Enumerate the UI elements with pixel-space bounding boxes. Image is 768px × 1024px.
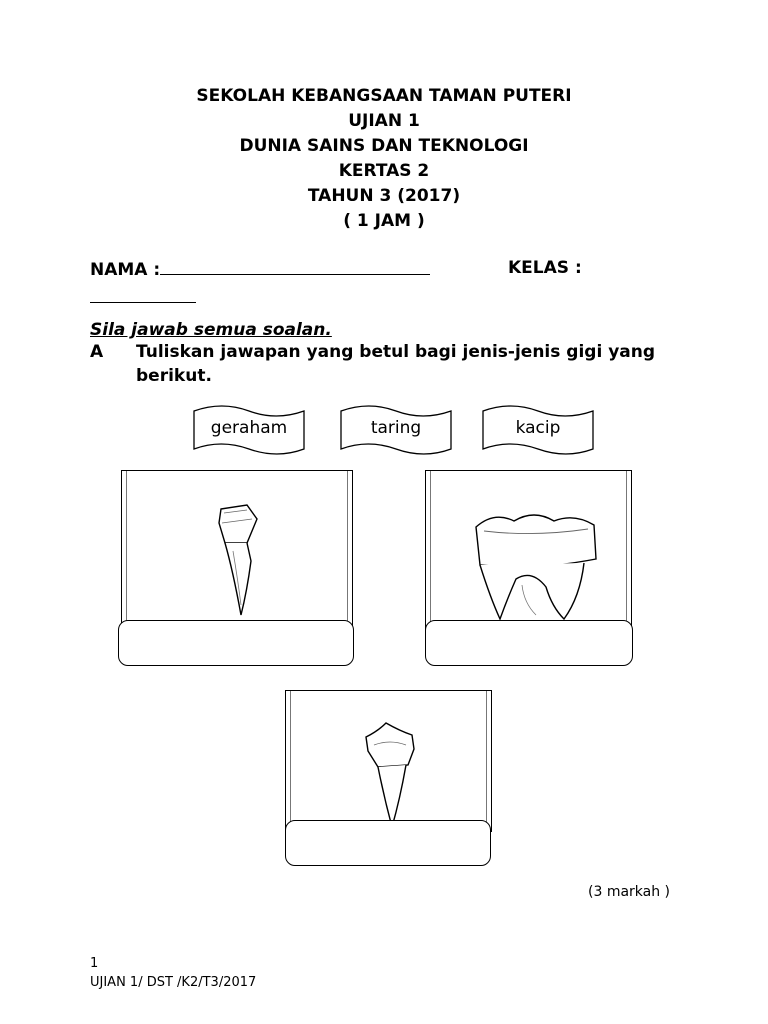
tooth-canine-picture	[285, 690, 492, 832]
word-card-label: geraham	[210, 418, 288, 438]
name-field[interactable]	[160, 258, 430, 275]
molar-tooth-icon	[454, 507, 604, 627]
question-letter: A	[90, 342, 104, 362]
word-card-geraham[interactable]	[192, 404, 306, 456]
tooth-molar-picture	[425, 470, 632, 632]
word-card-taring[interactable]	[339, 404, 453, 456]
canine-tooth-icon	[356, 717, 436, 837]
paper-title: KERTAS 2	[338, 161, 430, 181]
exam-header	[0, 84, 768, 234]
question-text-line-2: berikut.	[136, 366, 212, 386]
school-name: SEKOLAH KEBANGSAAN TAMAN PUTERI	[196, 86, 572, 106]
year-title: TAHUN 3 (2017)	[307, 186, 461, 206]
subject-title: DUNIA SAINS DAN TEKNOLOGI	[239, 136, 529, 156]
instructions: Sila jawab semua soalan.	[90, 320, 332, 340]
incisor-tooth-icon	[207, 501, 287, 631]
name-row	[90, 258, 430, 280]
duration-title: ( 1 JAM )	[343, 211, 425, 231]
question-text-line-1: Tuliskan jawapan yang betul bagi jenis-jenis gigi yang	[136, 342, 656, 362]
answer-box-1[interactable]	[118, 620, 354, 666]
answer-box-3[interactable]	[285, 820, 491, 866]
answer-box-2[interactable]	[425, 620, 633, 666]
word-card-kacip[interactable]	[481, 404, 595, 456]
class-label: KELAS :	[508, 258, 582, 278]
class-field[interactable]	[90, 286, 196, 303]
exam-title: UJIAN 1	[348, 111, 420, 131]
name-label: NAMA :	[90, 260, 161, 280]
tooth-incisor-picture	[121, 470, 353, 632]
word-card-label: taring	[370, 418, 422, 438]
marks-label: (3 markah )	[588, 884, 671, 900]
page-number: 1	[90, 956, 99, 971]
footer-code: UJIAN 1/ DST /K2/T3/2017	[90, 975, 257, 990]
word-card-label: kacip	[515, 418, 561, 438]
